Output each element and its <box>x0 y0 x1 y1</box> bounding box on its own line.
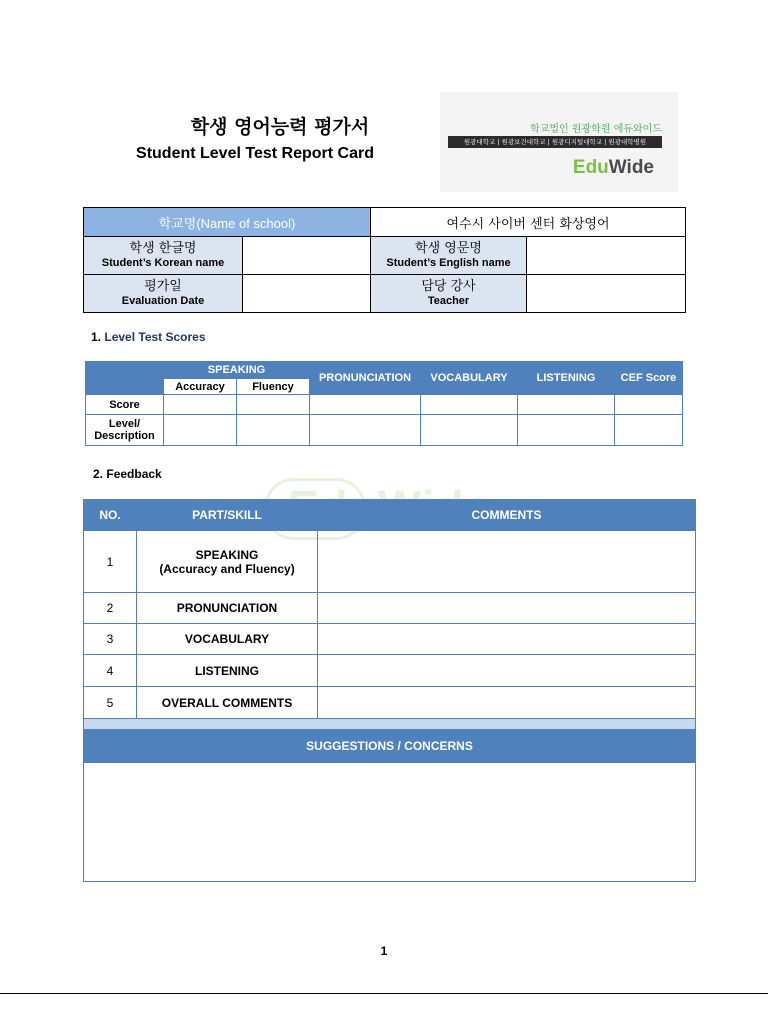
fluency-score-cell[interactable] <box>237 395 310 415</box>
pronunciation-score-cell[interactable] <box>310 395 421 415</box>
feedback-row-part: LISTENING <box>137 655 318 687</box>
feedback-row-part <box>137 531 318 593</box>
pronunciation-header: PRONUNCIATION <box>310 362 421 395</box>
score-row-label: Score <box>86 395 164 415</box>
level-row-label-line2: Description <box>94 430 155 442</box>
section-2-title: Feedback <box>106 467 162 481</box>
school-label-ko: 학교명 <box>158 215 197 231</box>
vocabulary-score-cell[interactable] <box>421 395 518 415</box>
level-row-label <box>86 415 164 446</box>
col-no-header: NO. <box>84 500 137 531</box>
section-1-number: 1. <box>91 330 102 344</box>
student-info-table <box>83 207 686 313</box>
teacher-label-ko: 담당 강사 <box>421 278 476 294</box>
english-name-label-en: Student’s English name <box>386 256 511 269</box>
suggestions-field[interactable] <box>84 763 696 882</box>
accuracy-header: Accuracy <box>164 379 237 395</box>
logo-brand-edu: Edu <box>572 157 609 178</box>
cef-score-header: CEF Score <box>615 362 683 395</box>
feedback-row-comment[interactable] <box>318 687 696 719</box>
listening-level-cell[interactable] <box>518 415 615 446</box>
accuracy-level-cell[interactable] <box>164 415 237 446</box>
korean-name-label-en: Student’s Korean name <box>101 256 225 269</box>
feedback-row-no: 5 <box>84 687 137 719</box>
feedback-row-no: 3 <box>84 624 137 655</box>
speaking-header: SPEAKING <box>164 362 310 379</box>
feedback-row-part: VOCABULARY <box>137 624 318 655</box>
school-name-label <box>84 208 371 237</box>
section-1-title: Level Test Scores <box>104 330 206 344</box>
korean-name-label <box>84 237 243 275</box>
feedback-row-no: 2 <box>84 593 137 624</box>
feedback-row-part: OVERALL COMMENTS <box>137 687 318 719</box>
level-row-label-line1: Level/ <box>108 418 141 430</box>
part-speaking: SPEAKING <box>195 547 259 562</box>
feedback-row-comment[interactable] <box>318 655 696 687</box>
feedback-row-comment[interactable] <box>318 624 696 655</box>
cef-level-cell[interactable] <box>615 415 683 446</box>
level-test-scores-table <box>85 361 683 446</box>
suggestions-header: SUGGESTIONS / CONCERNS <box>84 730 696 763</box>
teacher-label <box>371 275 527 313</box>
eval-date-label-en: Evaluation Date <box>121 294 205 307</box>
english-name-label-ko: 학생 영문명 <box>415 240 482 256</box>
spacer-row <box>84 719 696 730</box>
cef-score-cell[interactable] <box>615 395 683 415</box>
fluency-header: Fluency <box>237 379 310 395</box>
feedback-row-comment[interactable] <box>318 593 696 624</box>
feedback-row-part: PRONUNCIATION <box>137 593 318 624</box>
footer-rule <box>0 993 768 994</box>
title-english: Student Level Test Report Card <box>136 145 374 162</box>
teacher-label-en: Teacher <box>427 294 470 307</box>
korean-name-label-ko: 학생 한글명 <box>129 240 197 256</box>
fluency-level-cell[interactable] <box>237 415 310 446</box>
feedback-row-no: 1 <box>84 531 137 593</box>
section-2-number: 2. <box>93 467 104 481</box>
logo-brand <box>567 154 660 182</box>
pronunciation-level-cell[interactable] <box>310 415 421 446</box>
listening-header: LISTENING <box>518 362 615 395</box>
school-label-en: (Name of school) <box>196 215 296 231</box>
eval-date-label <box>84 275 243 313</box>
korean-name-field[interactable] <box>243 237 371 275</box>
eval-date-label-ko: 평가일 <box>144 278 182 294</box>
logo-affiliates-bar: 원광대학교 | 원광보건대학교 | 원광디지털대학교 | 원광대학병원 <box>448 136 662 148</box>
teacher-field[interactable] <box>527 275 686 313</box>
scores-corner-cell <box>86 362 164 395</box>
english-name-label <box>371 237 527 275</box>
listening-score-cell[interactable] <box>518 395 615 415</box>
english-name-field[interactable] <box>527 237 686 275</box>
logo-brand-wide: Wide <box>608 157 654 178</box>
col-comments-header: COMMENTS <box>318 500 696 531</box>
eval-date-field[interactable] <box>243 275 371 313</box>
edu-wide-logo <box>440 92 678 192</box>
accuracy-score-cell[interactable] <box>164 395 237 415</box>
part-speaking-sub: (Accuracy and Fluency) <box>159 561 295 576</box>
school-name-value: 여수시 사이버 센터 화상영어 <box>371 208 686 237</box>
vocabulary-level-cell[interactable] <box>421 415 518 446</box>
section-1-heading <box>91 330 206 344</box>
title-korean: 학생 영어능력 평가서 <box>190 116 370 138</box>
feedback-row-no: 4 <box>84 655 137 687</box>
col-part-header: PART/SKILL <box>137 500 318 531</box>
feedback-row-comment[interactable] <box>318 531 696 593</box>
logo-institution-text: 학교법인 원광학원 에듀와이드 <box>530 124 662 135</box>
vocabulary-header: VOCABULARY <box>421 362 518 395</box>
page-number: 1 <box>380 944 388 958</box>
feedback-table <box>83 499 696 882</box>
section-2-heading <box>93 467 162 481</box>
